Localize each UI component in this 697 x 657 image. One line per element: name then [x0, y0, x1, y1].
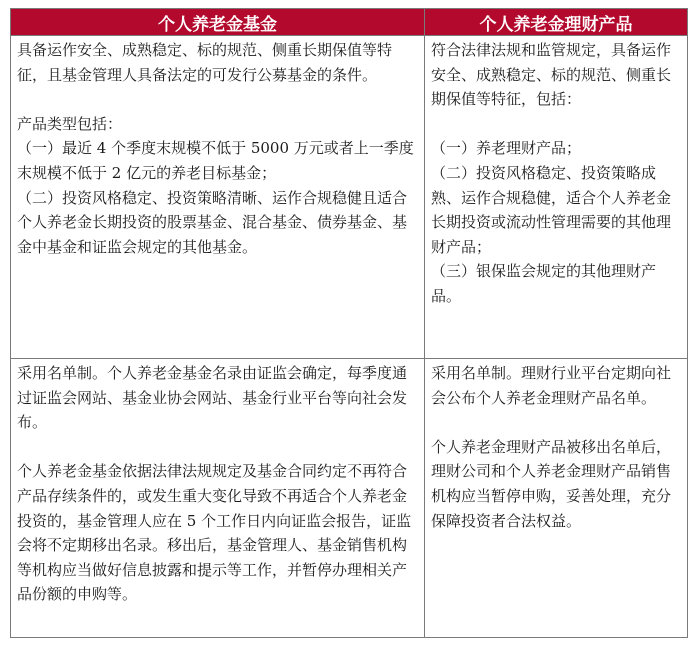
wealth-eligibility-intro: 符合法律法规和监管规定，具备运作安全、成熟稳定、标的规范、侧重长期保值等特征，包括： [431, 41, 672, 109]
table-row-list-management [11, 359, 688, 638]
fund-removal-rules: 个人养老金基金依据法律法规规定及基金合同约定不再符合产品存续条件的，或发生重大变化导致不再适合个人养老金投资的，基金管理人应在 5 个工作日内向证监会报告，证监会将不定期移出名录。移出后，基金管理人、基金销售机构等机构应当做好信息披露和提示等工作，并暂停办理相关产品份额的申购等。 [17, 462, 412, 604]
cell-fund-eligibility [11, 36, 425, 359]
cell-wealth-list-management [425, 359, 688, 638]
fund-type-1: （一）最近 4 个季度末规模不低于 5000 万元或者上一季度末规模不低于 2 亿元的养老目标基金； [17, 139, 414, 182]
fund-list-system: 采用名单制。个人养老金基金名录由证监会确定，每季度通过证监会网站、基金业协会网站、基金行业平台等向社会发布。 [17, 364, 408, 432]
table-header-row [11, 9, 688, 36]
wealth-list-system: 采用名单制。理财行业平台定期向社会公布个人养老金理财产品名单。 [431, 364, 672, 407]
wealth-type-2: （二）投资风格稳定、投资策略成熟、运作合规稳健，适合个人养老金长期投资或流动性管理需要的其他理财产品； [431, 163, 672, 256]
header-pension-fund: 个人养老金基金 [11, 9, 425, 36]
fund-types-label: 产品类型包括： [17, 114, 123, 133]
fund-type-2: （二）投资风格稳定、投资策略清晰、运作合规稳健且适合个人养老金长期投资的股票基金、混合基金、债券基金、基金中基金和证监会规定的其他基金。 [17, 188, 408, 256]
table-row-eligibility [11, 36, 688, 359]
comparison-table [10, 8, 688, 638]
wealth-removal-rules: 个人养老金理财产品被移出名单后，理财公司和个人养老金理财产品销售机构应当暂停申购，妥善处理，充分保障投资者合法权益。 [431, 437, 672, 530]
cell-fund-list-management [11, 359, 425, 638]
cell-wealth-eligibility [425, 36, 688, 359]
fund-eligibility-intro: 具备运作安全、成熟稳定、标的规范、侧重长期保值等特征，且基金管理人具备法定的可发行公募基金的条件。 [17, 41, 393, 84]
wealth-type-3: （三）银保监会规定的其他理财产品。 [431, 262, 657, 305]
wealth-type-1: （一）养老理财产品； [431, 139, 582, 158]
header-pension-wealth-product: 个人养老金理财产品 [425, 9, 688, 36]
